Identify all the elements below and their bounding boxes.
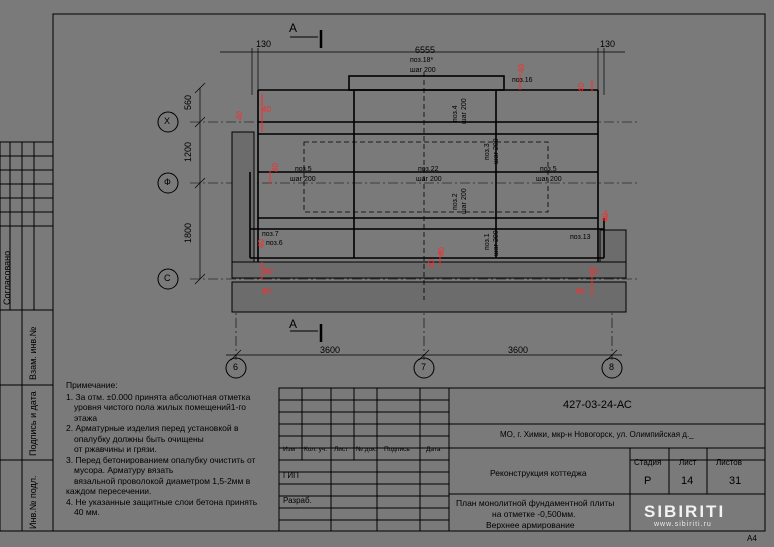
section-mark-top: А <box>289 21 298 35</box>
sheets-value: 31 <box>729 475 742 487</box>
cover-label-9: 40 <box>437 247 446 256</box>
company-logo: SIBIRITI <box>644 502 726 521</box>
pos5b-step: шаг 200 <box>536 176 562 183</box>
razrab-label: Разраб. <box>283 496 312 505</box>
col-header-list: Лист <box>334 446 349 453</box>
col-header-doc: № док. <box>356 446 377 453</box>
note-4: 4. Не указанные защитные слои бетона принять <box>66 496 258 507</box>
cover-label-12: 40 <box>601 213 610 222</box>
cover-label-2: 40 <box>235 111 244 120</box>
cover-label-10: 40 <box>427 259 436 268</box>
note-1: 1. За отм. ±0.000 принята абсолютная отметка <box>66 391 251 402</box>
note-1-cont-1: уровня чистого пола жилых помещений1-го <box>74 402 246 412</box>
cover-label-8: 80 <box>262 287 271 296</box>
pos5a-label: поз.5 <box>295 166 312 173</box>
pos22-label: поз.22 <box>418 166 439 173</box>
cover-label-1: 40 <box>262 105 271 114</box>
sheet-title-1: План монолитной фундаментной плиты <box>456 498 615 508</box>
stage-label: Стадия <box>634 458 662 467</box>
note-3-tail: каждом пересечении. <box>66 486 152 496</box>
dim-col-2: 3600 <box>508 345 529 355</box>
cover-label-7: 80 <box>264 267 273 276</box>
axis-label-x: Х <box>164 116 171 126</box>
pos5a-step: шаг 200 <box>290 176 316 183</box>
format-label: А4 <box>747 534 757 543</box>
sheet-title-2: на отметке -0,500мм. <box>492 509 576 519</box>
axis-label-f: Ф <box>164 177 171 187</box>
notes-title: Примечание: <box>66 380 118 390</box>
pos4-label: поз.4 <box>452 105 459 122</box>
company-site: www.sibiriti.ru <box>654 521 712 528</box>
pos18-label: поз.18* <box>410 57 434 64</box>
side-label-agreed: Согласовано <box>2 250 12 305</box>
axis-label-6: 6 <box>233 362 239 372</box>
note-3-cont-1: мусора. Арматуру вязать <box>74 465 174 475</box>
dim-col-1: 3600 <box>320 345 341 355</box>
gip-label: ГИП <box>283 471 299 480</box>
note-3-cont-2: вязальной проволокой диаметром 1,5-2мм в <box>74 475 251 486</box>
dim-right-offset: 130 <box>600 39 616 49</box>
axis-label-8: 8 <box>609 362 615 372</box>
sheets-label: Листов <box>716 458 742 467</box>
pos3-step: шаг 200 <box>493 138 500 164</box>
note-2: 2. Арматурные изделия перед установкой в <box>66 423 239 433</box>
col-header-kol: Кол. уч. <box>304 446 328 453</box>
cover-label-13: 40 <box>589 267 598 276</box>
pos7-label: поз.7 <box>262 231 279 238</box>
pos16-label: поз.16 <box>512 77 533 84</box>
note-2-cont-1: опалубку должны быть очищены <box>74 433 204 444</box>
col-header-sign: Подпись <box>384 446 410 453</box>
note-4-cont-1: 40 мм. <box>74 507 100 517</box>
pos1-label: поз.1 <box>484 233 491 250</box>
project-name: Реконструкция коттеджа <box>490 468 587 478</box>
cover-label-5: 40 <box>271 163 280 172</box>
sheet-title-3: Верхнее армирование <box>486 520 575 530</box>
cover-label-6: 40 <box>257 239 266 248</box>
note-1-cont-2: этажа <box>74 412 98 423</box>
dim-row-3: 1800 <box>183 222 193 243</box>
pos1-step: шаг 200 <box>493 230 500 256</box>
pos3-label: поз.3 <box>484 143 491 160</box>
dim-row-1: 560 <box>183 94 193 110</box>
note-3: 3. Перед бетонированием опалубку очистить от <box>66 454 256 465</box>
pos6-label: поз.6 <box>266 240 283 247</box>
col-header-date: Дата <box>426 446 441 453</box>
section-mark-bottom: А <box>289 317 298 331</box>
pos18-step: шаг 200 <box>410 67 436 74</box>
pos2-label: поз.2 <box>452 193 459 210</box>
note-2-cont-2: от ржавчины и грязи. <box>74 444 157 454</box>
pos4-step: шаг 200 <box>461 98 468 124</box>
col-header-izm: Изм <box>283 446 296 453</box>
cover-label-4: 40 <box>577 83 586 92</box>
sheet-label: Лист <box>679 458 697 467</box>
sheet-value: 14 <box>681 475 694 487</box>
cover-label-11: 85 <box>576 287 585 296</box>
stage-value: Р <box>644 475 652 487</box>
axis-label-7: 7 <box>421 362 427 372</box>
side-label-signature: Подпись и дата <box>28 391 38 456</box>
pos2-step: шаг 200 <box>461 188 468 214</box>
dim-row-2: 1200 <box>183 141 193 162</box>
side-label-replace: Взам. инв.№ <box>28 326 38 380</box>
cover-label-3: 40 <box>517 64 526 73</box>
dim-left-offset: 130 <box>256 39 272 49</box>
drawing-code: 427-03-24-АС <box>563 399 632 411</box>
side-label-inventory: Инв.№ подл. <box>28 475 38 529</box>
pos22-step: шаг 200 <box>416 176 442 183</box>
project-address: МО, г. Химки, мкр-н Новогорск, ул. Олимпийская д._ <box>500 430 694 439</box>
dim-overall: 6555 <box>415 45 436 55</box>
pos5b-label: поз.5 <box>540 166 557 173</box>
pos13-label: поз.13 <box>570 234 591 241</box>
axis-label-s: С <box>164 273 171 283</box>
